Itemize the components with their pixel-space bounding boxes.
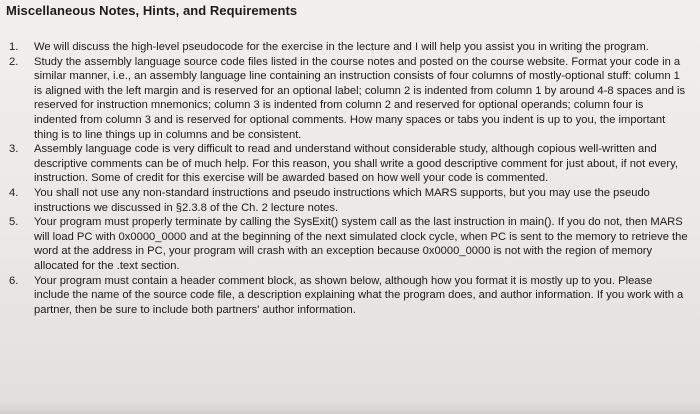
list-item [9, 40, 689, 55]
item-number: 4. [9, 186, 19, 199]
item-text: You shall not use any non-standard instructions and pseudo instructions which MARS supports, but you may use the pseudo instructions we discussed in §2.3.8 of the Ch. 2 lecture notes. [34, 186, 650, 214]
list-item [9, 274, 689, 318]
item-number: 6. [9, 274, 19, 287]
document-title: Miscellaneous Notes, Hints, and Requirements [6, 3, 298, 18]
list-item [9, 186, 689, 215]
item-text: We will discuss the high-level pseudocode for the exercise in the lecture and I will help you assist you in writing the program. [34, 41, 649, 53]
requirements-list [9, 40, 689, 317]
item-number: 1. [9, 41, 19, 53]
item-text: Your program must properly terminate by calling the SysExit() system call as the last instruction in main(). If you do not, then MARS will load PC with 0x0000_0000 and at the beginning of the next simulated clock cycle, when PC is sent to the memory to retrieve the word at the address in PC, your program will crash with an exception because 0x0000_0000 is not with the region of memory allocated for the .text section. [34, 216, 688, 272]
list-item [9, 215, 689, 273]
item-number: 2. [9, 55, 19, 68]
item-text: Assembly language code is very difficult to read and understand without considerable study, although copious well-written and descriptive comments can be of much help. For this reason, you shall write a good descriptive comment for just about, if not every, instruction. Some of credit for this exercise will be awarded based on how well your code is commented. [34, 143, 678, 185]
item-text: Study the assembly language source code files listed in the course notes and posted on the course website. Format your code in a similar manner, i.e., an assembly language line containing an instruction consists of four columns of mostly-optional stuff: column 1 is aligned with the left margin and is reserved for an optional label; column 2 is indented from column 1 by around 4-8 spaces and is reserved for instruction mnemonics; column 3 is indented from column 2 and reserved for optional operands; column four is indented from column 3 and is reserved for optional comments. How many spaces or tabs you indent is up to you, the important thing is to line things up in columns and be consistent. [34, 55, 686, 141]
list-item [9, 142, 689, 186]
item-number: 5. [9, 216, 19, 229]
item-number: 3. [9, 143, 19, 156]
list-item [9, 55, 689, 143]
item-text: Your program must contain a header comment block, as shown below, although how you format it is mostly up to you. Please include the name of the source code file, a description explaining what the program does, and author information. If you work with a partner, then be sure to include both partners' author information. [34, 274, 684, 316]
page-bottom-shadow [0, 400, 700, 414]
